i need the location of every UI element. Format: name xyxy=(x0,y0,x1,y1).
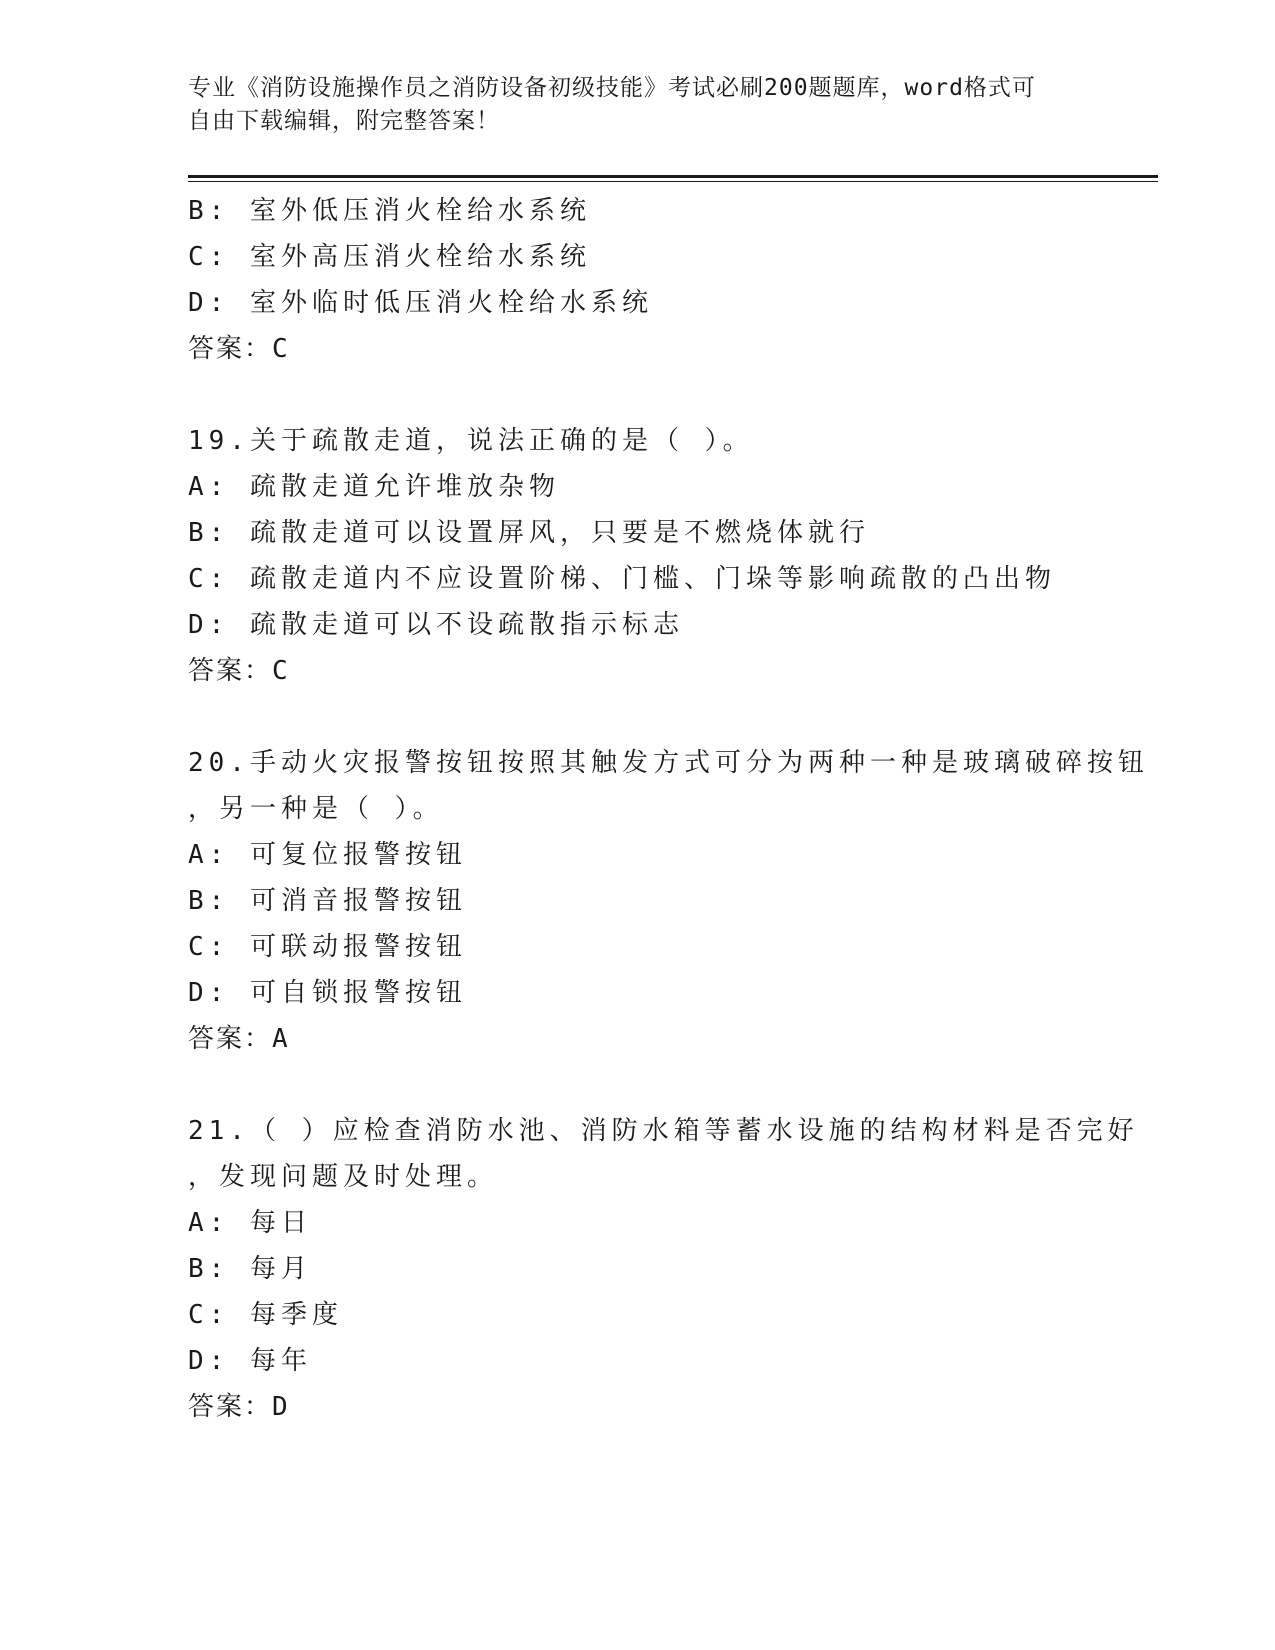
q18-option-d: D: 室外临时低压消火栓给水系统 xyxy=(188,288,653,318)
q21-option-c: C: 每季度 xyxy=(188,1300,343,1330)
q21-option-b: B: 每月 xyxy=(188,1254,312,1284)
q21-option-d: D: 每年 xyxy=(188,1346,312,1376)
q21-option-a: A: 每日 xyxy=(188,1208,312,1238)
q19-option-c: C: 疏散走道内不应设置阶梯、门槛、门垛等影响疏散的凸出物 xyxy=(188,564,1056,594)
q19-option-d: D: 疏散走道可以不设疏散指示标志 xyxy=(188,610,684,640)
question-18 xyxy=(188,188,1088,372)
spacer xyxy=(188,1062,1088,1108)
q19-answer: 答案：C xyxy=(188,656,290,686)
header-divider-thin xyxy=(188,181,1158,182)
q21-answer: 答案：D xyxy=(188,1392,290,1422)
question-20 xyxy=(188,740,1149,1062)
document-header xyxy=(188,72,1068,138)
q18-answer: 答案：C xyxy=(188,334,290,364)
q20-answer: 答案：A xyxy=(188,1024,290,1054)
question-21 xyxy=(188,1108,1139,1430)
q19-option-b: B: 疏散走道可以设置屏风，只要是不燃烧体就行 xyxy=(188,518,870,548)
question-list xyxy=(188,188,1149,1430)
q20-option-d: D: 可自锁报警按钮 xyxy=(188,978,467,1008)
q18-option-c: C: 室外高压消火栓给水系统 xyxy=(188,242,591,272)
q18-option-b: B: 室外低压消火栓给水系统 xyxy=(188,196,591,226)
spacer xyxy=(188,694,1088,740)
spacer xyxy=(188,372,1088,418)
header-line-2: 自由下载编辑，附完整答案！ xyxy=(188,108,500,134)
q20-option-a: A: 可复位报警按钮 xyxy=(188,840,467,870)
q20-stem-line-1: 20.手动火灾报警按钮按照其触发方式可分为两种一种是玻璃破碎按钮 xyxy=(188,748,1149,778)
q19-stem: 19.关于疏散走道，说法正确的是（ ）。 xyxy=(188,426,754,456)
q20-option-c: C: 可联动报警按钮 xyxy=(188,932,467,962)
q20-stem-line-2: ，另一种是（ ）。 xyxy=(188,794,444,824)
q20-option-b: B: 可消音报警按钮 xyxy=(188,886,467,916)
question-19 xyxy=(188,418,1088,694)
q21-stem-line-2: ，发现问题及时处理。 xyxy=(188,1162,499,1192)
q19-option-a: A: 疏散走道允许堆放杂物 xyxy=(188,472,560,502)
header-line-1: 专业《消防设施操作员之消防设备初级技能》考试必刷200题题库，word格式可 xyxy=(188,75,1036,101)
q21-stem-line-1: 21.（ ）应检查消防水池、消防水箱等蓄水设施的结构材料是否完好 xyxy=(188,1116,1139,1146)
header-divider-thick xyxy=(188,175,1158,178)
